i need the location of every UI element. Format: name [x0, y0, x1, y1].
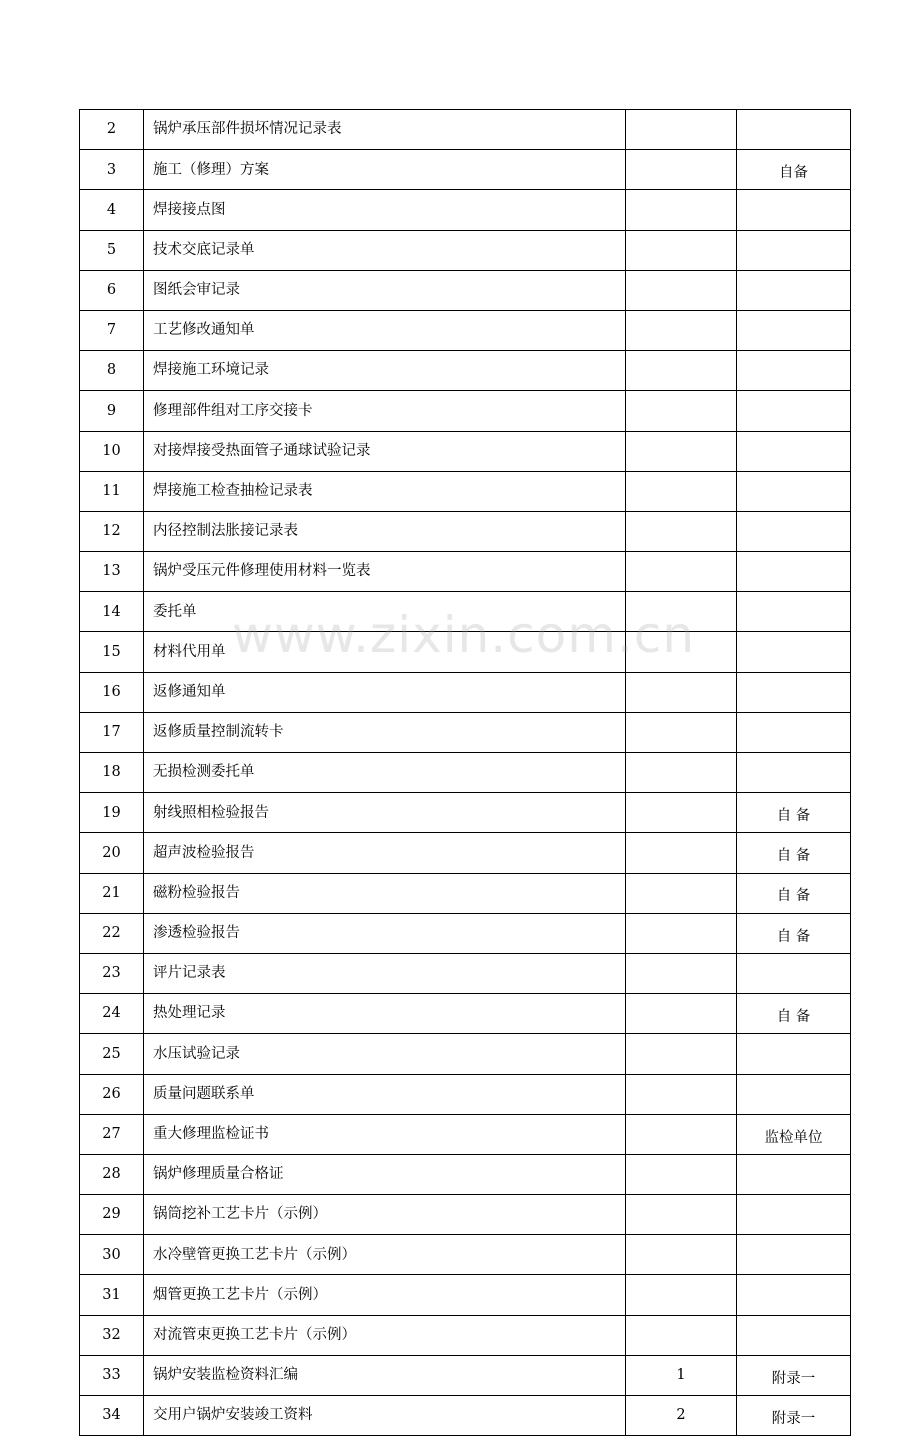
- note-cell: [737, 391, 851, 431]
- note-cell: [737, 1315, 851, 1355]
- row-number: 11: [80, 471, 144, 511]
- note-cell: 附录一: [737, 1396, 851, 1436]
- quantity-cell: [626, 913, 737, 953]
- note-cell: [737, 753, 851, 793]
- document-name: 对接焊接受热面管子通球试验记录: [144, 431, 626, 471]
- row-number: 15: [80, 632, 144, 672]
- table-row: [80, 994, 851, 1034]
- document-name: 射线照相检验报告: [144, 793, 626, 833]
- document-list-table: [79, 109, 851, 1436]
- document-name: 无损检测委托单: [144, 753, 626, 793]
- note-cell: 自 备: [737, 873, 851, 913]
- note-cell: [737, 592, 851, 632]
- document-name: 磁粉检验报告: [144, 873, 626, 913]
- document-name: 对流管束更换工艺卡片（示例）: [144, 1315, 626, 1355]
- row-number: 17: [80, 712, 144, 752]
- document-name: 水冷壁管更换工艺卡片（示例）: [144, 1235, 626, 1275]
- table-row: [80, 632, 851, 672]
- quantity-cell: [626, 391, 737, 431]
- table-row: [80, 471, 851, 511]
- quantity-cell: [626, 753, 737, 793]
- document-name: 内径控制法胀接记录表: [144, 511, 626, 551]
- table-row: [80, 310, 851, 350]
- row-number: 25: [80, 1034, 144, 1074]
- note-cell: [737, 632, 851, 672]
- note-cell: 监检单位: [737, 1114, 851, 1154]
- note-cell: [737, 351, 851, 391]
- quantity-cell: [626, 953, 737, 993]
- document-name: 超声波检验报告: [144, 833, 626, 873]
- table-row: [80, 1154, 851, 1194]
- table-row: [80, 913, 851, 953]
- note-cell: [737, 511, 851, 551]
- row-number: 10: [80, 431, 144, 471]
- quantity-cell: 1: [626, 1355, 737, 1395]
- row-number: 21: [80, 873, 144, 913]
- note-cell: [737, 1235, 851, 1275]
- table-row: [80, 1195, 851, 1235]
- document-name: 工艺修改通知单: [144, 310, 626, 350]
- table-row: [80, 431, 851, 471]
- quantity-cell: [626, 150, 737, 190]
- row-number: 31: [80, 1275, 144, 1315]
- note-cell: [737, 190, 851, 230]
- document-name: 锅炉安装监检资料汇编: [144, 1355, 626, 1395]
- note-cell: 附录一: [737, 1355, 851, 1395]
- note-cell: 自 备: [737, 833, 851, 873]
- quantity-cell: [626, 230, 737, 270]
- document-name: 返修通知单: [144, 672, 626, 712]
- quantity-cell: [626, 632, 737, 672]
- quantity-cell: [626, 190, 737, 230]
- row-number: 26: [80, 1074, 144, 1114]
- row-number: 6: [80, 270, 144, 310]
- note-cell: 自备: [737, 150, 851, 190]
- table-row: [80, 672, 851, 712]
- quantity-cell: [626, 351, 737, 391]
- document-name: 重大修理监检证书: [144, 1114, 626, 1154]
- note-cell: 自 备: [737, 913, 851, 953]
- note-cell: [737, 110, 851, 150]
- table-row: [80, 592, 851, 632]
- quantity-cell: [626, 672, 737, 712]
- quantity-cell: [626, 873, 737, 913]
- row-number: 27: [80, 1114, 144, 1154]
- document-name: 修理部件组对工序交接卡: [144, 391, 626, 431]
- table-row: [80, 753, 851, 793]
- row-number: 8: [80, 351, 144, 391]
- table-row: [80, 511, 851, 551]
- document-name: 锅炉受压元件修理使用材料一览表: [144, 552, 626, 592]
- document-name: 锅炉修理质量合格证: [144, 1154, 626, 1194]
- note-cell: [737, 270, 851, 310]
- table-row: [80, 1315, 851, 1355]
- watermark: www.zixin.com.cn: [232, 606, 696, 664]
- note-cell: [737, 1195, 851, 1235]
- note-cell: [737, 431, 851, 471]
- table-row: [80, 110, 851, 150]
- quantity-cell: [626, 270, 737, 310]
- note-cell: [737, 712, 851, 752]
- note-cell: [737, 1154, 851, 1194]
- row-number: 2: [80, 110, 144, 150]
- row-number: 14: [80, 592, 144, 632]
- table-row: [80, 351, 851, 391]
- row-number: 29: [80, 1195, 144, 1235]
- document-name: 焊接施工检查抽检记录表: [144, 471, 626, 511]
- row-number: 5: [80, 230, 144, 270]
- document-name: 评片记录表: [144, 953, 626, 993]
- table-row: [80, 1074, 851, 1114]
- quantity-cell: [626, 431, 737, 471]
- document-name: 委托单: [144, 592, 626, 632]
- table-row: [80, 1235, 851, 1275]
- quantity-cell: [626, 310, 737, 350]
- quantity-cell: [626, 712, 737, 752]
- document-name: 焊接接点图: [144, 190, 626, 230]
- table-row: [80, 391, 851, 431]
- row-number: 30: [80, 1235, 144, 1275]
- note-cell: [737, 1034, 851, 1074]
- quantity-cell: [626, 1275, 737, 1315]
- table-row: [80, 712, 851, 752]
- document-name: 技术交底记录单: [144, 230, 626, 270]
- note-cell: [737, 230, 851, 270]
- document-name: 锅筒挖补工艺卡片（示例）: [144, 1195, 626, 1235]
- row-number: 33: [80, 1355, 144, 1395]
- document-name: 水压试验记录: [144, 1034, 626, 1074]
- quantity-cell: [626, 1074, 737, 1114]
- quantity-cell: [626, 592, 737, 632]
- note-cell: [737, 672, 851, 712]
- quantity-cell: [626, 1154, 737, 1194]
- row-number: 24: [80, 994, 144, 1034]
- document-name: 施工（修理）方案: [144, 150, 626, 190]
- row-number: 16: [80, 672, 144, 712]
- table-row: [80, 873, 851, 913]
- note-cell: 自 备: [737, 793, 851, 833]
- table-row: [80, 150, 851, 190]
- document-name: 返修质量控制流转卡: [144, 712, 626, 752]
- quantity-cell: [626, 994, 737, 1034]
- note-cell: [737, 1074, 851, 1114]
- document-name: 材料代用单: [144, 632, 626, 672]
- quantity-cell: [626, 1195, 737, 1235]
- document-name: 质量问题联系单: [144, 1074, 626, 1114]
- row-number: 7: [80, 310, 144, 350]
- document-name: 焊接施工环境记录: [144, 351, 626, 391]
- row-number: 9: [80, 391, 144, 431]
- quantity-cell: [626, 1235, 737, 1275]
- document-name: 渗透检验报告: [144, 913, 626, 953]
- table-row: [80, 833, 851, 873]
- table-body: [80, 110, 851, 1436]
- table-row: [80, 1034, 851, 1074]
- note-cell: 自 备: [737, 994, 851, 1034]
- row-number: 28: [80, 1154, 144, 1194]
- row-number: 19: [80, 793, 144, 833]
- row-number: 18: [80, 753, 144, 793]
- table-row: [80, 1114, 851, 1154]
- document-name: 交用户锅炉安装竣工资料: [144, 1396, 626, 1436]
- document-name: 图纸会审记录: [144, 270, 626, 310]
- row-number: 4: [80, 190, 144, 230]
- row-number: 22: [80, 913, 144, 953]
- table-row: [80, 230, 851, 270]
- row-number: 20: [80, 833, 144, 873]
- row-number: 32: [80, 1315, 144, 1355]
- table-row: [80, 1355, 851, 1395]
- quantity-cell: [626, 552, 737, 592]
- table-row: [80, 270, 851, 310]
- table-row: [80, 552, 851, 592]
- note-cell: [737, 552, 851, 592]
- note-cell: [737, 471, 851, 511]
- table-row: [80, 793, 851, 833]
- row-number: 23: [80, 953, 144, 993]
- row-number: 3: [80, 150, 144, 190]
- table-row: [80, 190, 851, 230]
- table-row: [80, 953, 851, 993]
- document-name: 烟管更换工艺卡片（示例）: [144, 1275, 626, 1315]
- quantity-cell: 2: [626, 1396, 737, 1436]
- row-number: 34: [80, 1396, 144, 1436]
- quantity-cell: [626, 793, 737, 833]
- quantity-cell: [626, 1114, 737, 1154]
- note-cell: [737, 310, 851, 350]
- note-cell: [737, 1275, 851, 1315]
- quantity-cell: [626, 1034, 737, 1074]
- document-name: 锅炉承压部件损坏情况记录表: [144, 110, 626, 150]
- quantity-cell: [626, 471, 737, 511]
- quantity-cell: [626, 833, 737, 873]
- quantity-cell: [626, 1315, 737, 1355]
- quantity-cell: [626, 511, 737, 551]
- row-number: 12: [80, 511, 144, 551]
- row-number: 13: [80, 552, 144, 592]
- table-row: [80, 1275, 851, 1315]
- table-row: [80, 1396, 851, 1436]
- document-name: 热处理记录: [144, 994, 626, 1034]
- note-cell: [737, 953, 851, 993]
- quantity-cell: [626, 110, 737, 150]
